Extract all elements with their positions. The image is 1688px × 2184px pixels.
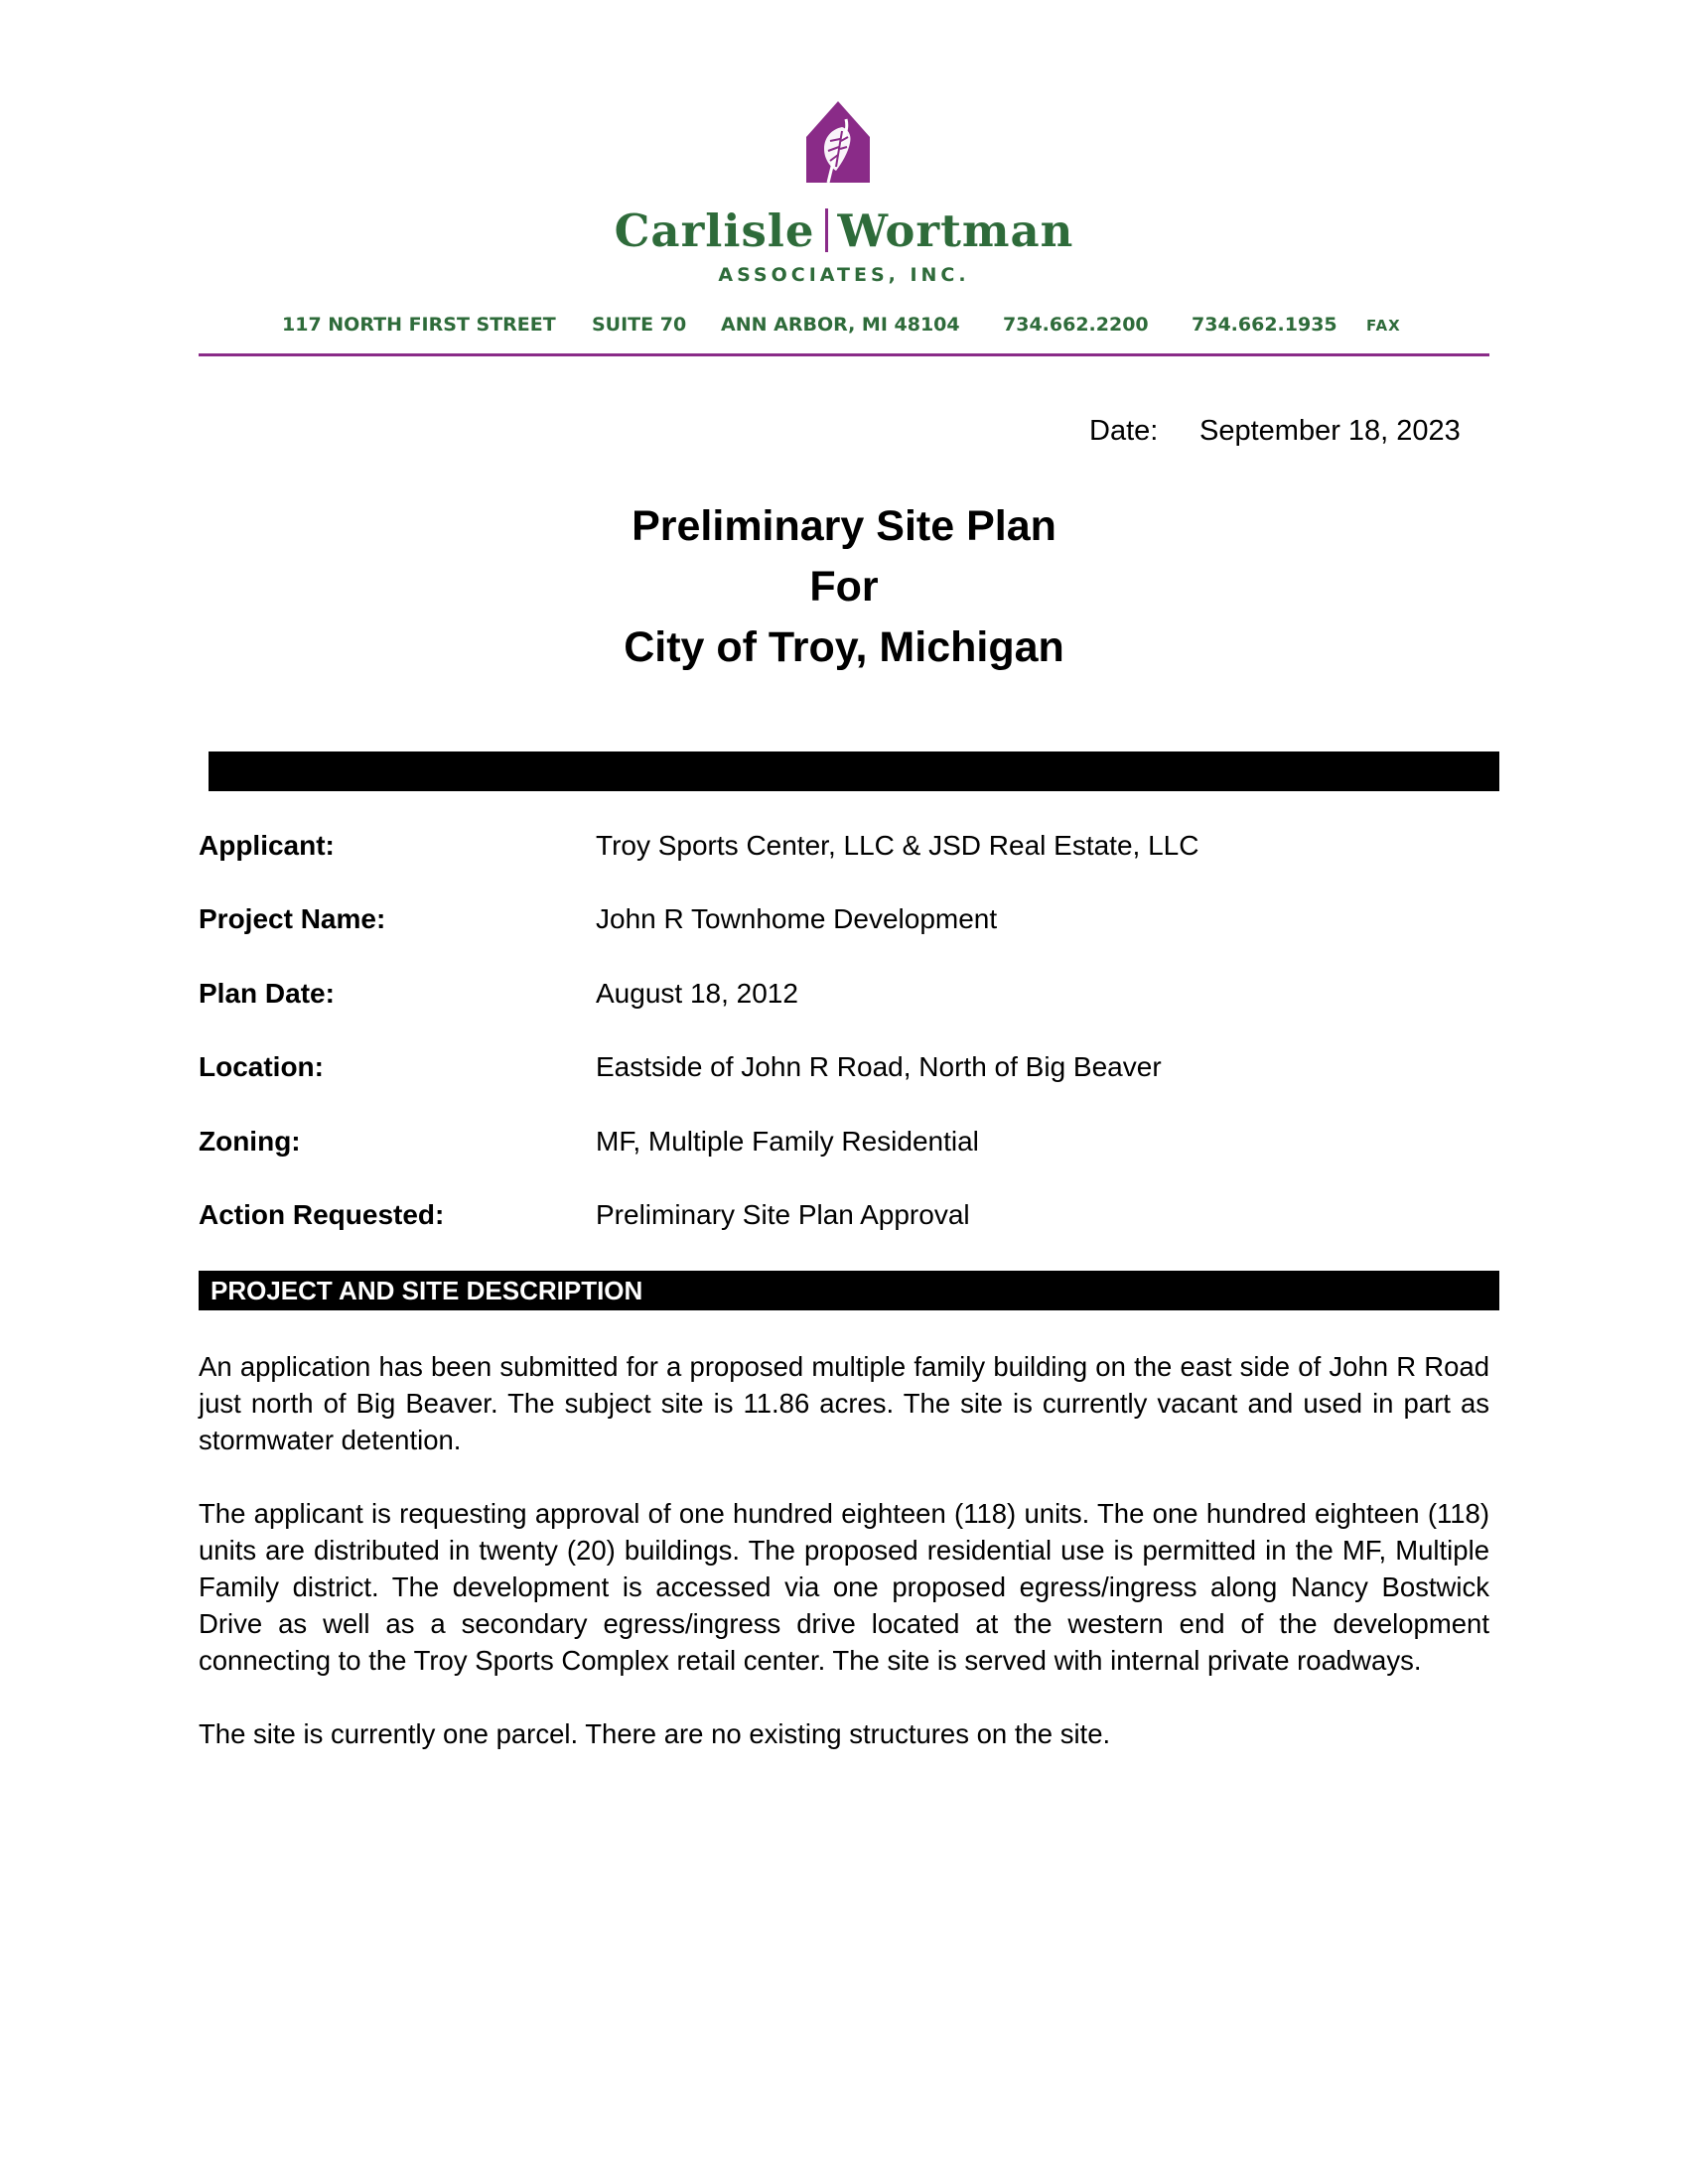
info-label: Zoning: bbox=[199, 1126, 301, 1157]
info-value: Eastside of John R Road, North of Big Beaver bbox=[596, 1051, 1162, 1082]
address-suite: SUITE 70 bbox=[592, 314, 687, 336]
info-label: Applicant: bbox=[199, 830, 335, 861]
letterhead-divider bbox=[199, 353, 1489, 356]
document-title bbox=[0, 496, 1688, 678]
brand-name-left: Carlisle bbox=[614, 205, 815, 257]
title-line-1: Preliminary Site Plan bbox=[632, 502, 1056, 550]
info-label: Plan Date: bbox=[199, 978, 335, 1009]
title-line-3: City of Troy, Michigan bbox=[624, 623, 1064, 671]
info-value: MF, Multiple Family Residential bbox=[596, 1126, 979, 1157]
info-value: August 18, 2012 bbox=[596, 978, 798, 1009]
black-divider-bar bbox=[209, 751, 1499, 791]
brand-divider bbox=[825, 208, 828, 252]
house-leaf-logo-icon bbox=[802, 97, 874, 187]
info-label: Action Requested: bbox=[199, 1199, 445, 1230]
info-label: Project Name: bbox=[199, 903, 386, 934]
info-value: John R Townhome Development bbox=[596, 903, 998, 934]
date-label: Date: bbox=[1089, 415, 1159, 447]
info-row-zoning bbox=[199, 1126, 1489, 1165]
info-value: Troy Sports Center, LLC & JSD Real Estate, LLC bbox=[596, 830, 1199, 861]
fax-number: 734.662.1935 bbox=[1192, 314, 1337, 336]
section-heading: PROJECT AND SITE DESCRIPTION bbox=[199, 1271, 1499, 1310]
address-city: ANN ARBOR, MI 48104 bbox=[721, 314, 960, 336]
description-paragraph-2: The applicant is requesting approval of one hundred eighteen (118) units. The one hundred eighteen (118) units are distributed in twenty (20) buildings. The proposed residential use is permitted in the MF, Multiple Family district. The development is accessed via one proposed egress/ingress along Nancy Bostwick Drive as well as a secondary egress/ingress drive located at the western end of the development connecting to the Troy Sports Complex retail center. The site is served with internal private roadways. bbox=[199, 1498, 1489, 1676]
info-row-project-name bbox=[199, 903, 1489, 943]
date-value: September 18, 2023 bbox=[1199, 415, 1461, 447]
info-row-plan-date bbox=[199, 978, 1489, 1018]
address-street: 117 NORTH FIRST STREET bbox=[282, 314, 556, 336]
company-brand-name bbox=[0, 205, 1688, 257]
phone-number: 734.662.2200 bbox=[1003, 314, 1149, 336]
info-label: Location: bbox=[199, 1051, 324, 1082]
description-paragraph-3: The site is currently one parcel. There are no existing structures on the site. bbox=[199, 1718, 1111, 1749]
title-line-2: For bbox=[809, 563, 879, 611]
info-row-applicant bbox=[199, 830, 1489, 870]
info-value: Preliminary Site Plan Approval bbox=[596, 1199, 970, 1230]
brand-name-right: Wortman bbox=[837, 205, 1074, 257]
description-paragraph-1: An application has been submitted for a proposed multiple family building on the east side of John R Road just north of Big Beaver. The subject site is 11.86 acres. The site is currently vacant and used in part as stormwater detention. bbox=[199, 1351, 1489, 1455]
fax-label: FAX bbox=[1366, 317, 1401, 335]
info-row-location bbox=[199, 1051, 1489, 1091]
letterhead-address-line bbox=[199, 314, 1489, 343]
company-associates: ASSOCIATES, INC. bbox=[718, 264, 970, 286]
info-row-action-requested bbox=[199, 1199, 1489, 1239]
